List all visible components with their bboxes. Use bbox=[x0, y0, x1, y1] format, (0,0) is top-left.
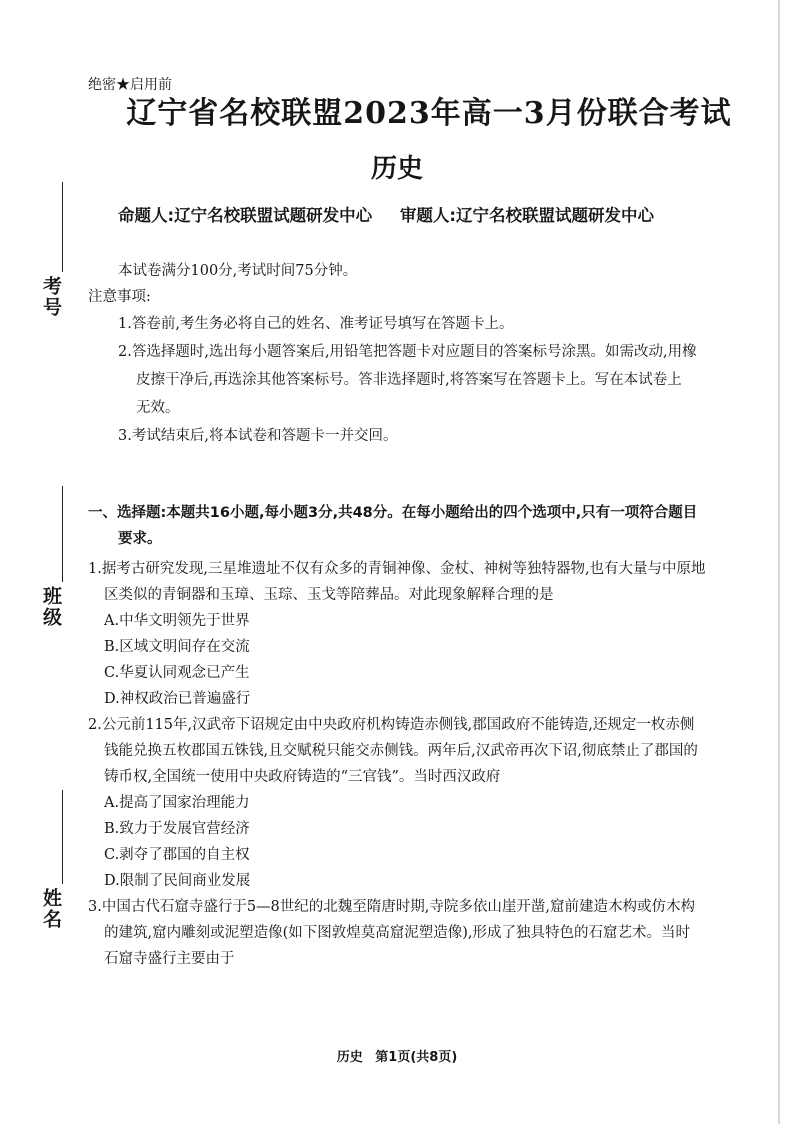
footer-subject: 历史 bbox=[336, 1050, 363, 1065]
question-1 bbox=[88, 556, 758, 712]
setter-line bbox=[118, 202, 676, 226]
note-item: 1.答卷前,考生务必将自己的姓名、准考证号填写在答题卡上。 bbox=[118, 316, 514, 332]
reviewer-credit: 审题人:辽宁名校联盟试题研发中心 bbox=[399, 206, 654, 225]
instructions-block bbox=[88, 258, 758, 450]
question-3 bbox=[88, 894, 758, 972]
option-b: B.致力于发展官营经济 bbox=[104, 821, 250, 837]
note-item: 2.答选择题时,选出每小题答案后,用铅笔把答题卡对应题目的答案标号涂黑。如需改动,用橡 bbox=[118, 344, 697, 360]
page-footer bbox=[0, 1046, 794, 1065]
questions-block bbox=[88, 500, 758, 972]
option-b: B.区域文明间存在交流 bbox=[104, 639, 250, 655]
footer-page-number: 第1页(共8页) bbox=[375, 1050, 458, 1065]
note-item: 皮擦干净后,再选涂其他答案标号。答非选择题时,将答案写在答题卡上。写在本试卷上 bbox=[136, 372, 682, 388]
note-item: 无效。 bbox=[136, 400, 180, 416]
exam-no-line bbox=[62, 182, 63, 272]
question-line: 钱能兑换五枚郡国五铢钱,且交赋税只能交赤侧钱。两年后,汉武帝再次下诏,彻底禁止了郡国的 bbox=[104, 743, 698, 759]
option-c: C.剥夺了郡国的自主权 bbox=[104, 847, 250, 863]
question-line: 2.公元前115年,汉武帝下诏规定由中央政府机构铸造赤侧钱,郡国政府不能铸造,还规定一枚赤侧 bbox=[88, 717, 695, 733]
section-heading: 一、选择题:本题共16小题,每小题3分,共48分。在每小题给出的四个选项中,只有一项符合题目 bbox=[88, 505, 698, 521]
option-d: D.限制了民间商业发展 bbox=[104, 873, 251, 889]
question-2 bbox=[88, 712, 758, 894]
intro-text: 本试卷满分100分,考试时间75分钟。 bbox=[118, 263, 358, 279]
confidential-mark: 绝密★启用前 bbox=[88, 77, 172, 93]
question-line: 3.中国古代石窟寺盛行于5—8世纪的北魏至隋唐时期,寺院多依山崖开凿,窟前建造木构或仿木构 bbox=[88, 899, 695, 915]
question-line: 1.据考古研究发现,三星堆遗址不仅有众多的青铜神像、金杖、神树等独特器物,也有大量与中原地 bbox=[88, 561, 706, 577]
exam-no-label: 考号 bbox=[40, 276, 62, 318]
note-item: 3.考试结束后,将本试卷和答题卡一并交回。 bbox=[118, 428, 398, 444]
question-line: 区类似的青铜器和玉璋、玉琮、玉戈等陪葬品。对此现象解释合理的是 bbox=[104, 587, 554, 603]
question-line: 铸币权,全国统一使用中央政府铸造的“三官钱”。当时西汉政府 bbox=[104, 769, 501, 785]
question-line: 的建筑,窟内雕刻或泥塑造像(如下图敦煌莫高窟泥塑造像),形成了独具特色的石窟艺术。当时 bbox=[104, 925, 691, 941]
option-d: D.神权政治已普遍盛行 bbox=[104, 691, 251, 707]
class-label: 班级 bbox=[40, 586, 62, 628]
option-a: A.中华文明领先于世界 bbox=[104, 613, 250, 629]
exam-title: 辽宁省名校联盟2023年高一3月份联合考试 bbox=[126, 96, 732, 131]
composer-credit: 命题人:辽宁名校联盟试题研发中心 bbox=[118, 206, 373, 225]
subject-title: 历史 bbox=[370, 154, 423, 184]
name-line bbox=[62, 790, 63, 884]
class-line bbox=[62, 486, 63, 582]
section-heading-cont: 要求。 bbox=[118, 531, 162, 547]
notes-heading: 注意事项: bbox=[88, 289, 151, 305]
option-a: A.提高了国家治理能力 bbox=[104, 795, 250, 811]
option-c: C.华夏认同观念已产生 bbox=[104, 665, 250, 681]
question-line: 石窟寺盛行主要由于 bbox=[104, 951, 235, 967]
scan-edge bbox=[778, 0, 780, 1124]
name-label: 姓名 bbox=[40, 888, 62, 930]
